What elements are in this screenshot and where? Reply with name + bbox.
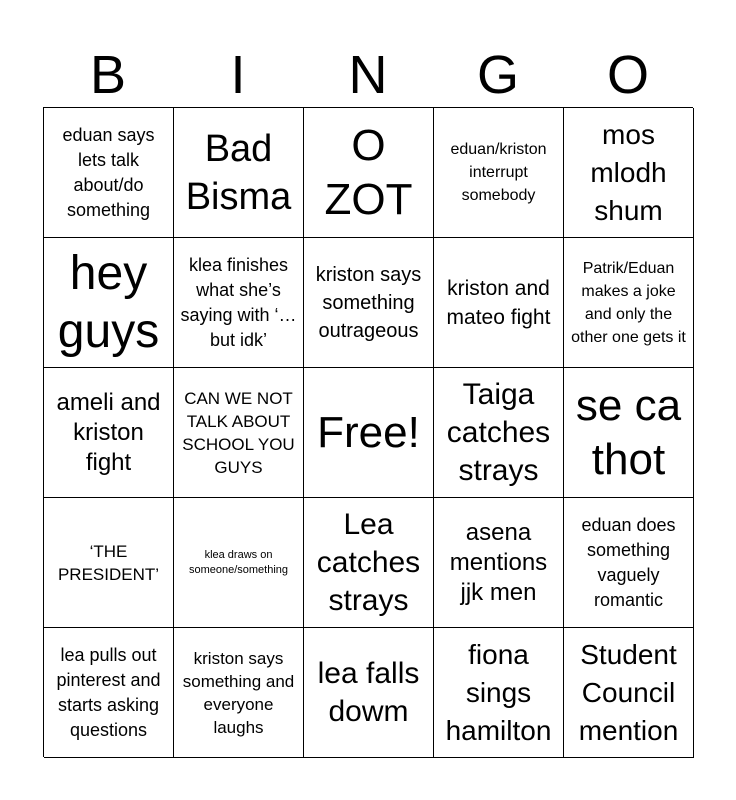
cell-text: klea finishes what she’s saying with ‘…but idk’ bbox=[180, 254, 297, 350]
cell-text: Free! bbox=[317, 407, 420, 457]
bingo-cell[interactable] bbox=[174, 498, 304, 628]
cell-text: kriston says something and everyone laughs bbox=[182, 648, 295, 737]
bingo-cell[interactable] bbox=[564, 238, 694, 368]
bingo-cell[interactable] bbox=[44, 108, 174, 238]
cell-text: ameli and kriston fight bbox=[56, 388, 161, 476]
cell-text: O ZOT bbox=[324, 120, 413, 224]
cell-text: Taiga catches strays bbox=[446, 377, 551, 487]
bingo-cell[interactable] bbox=[304, 498, 434, 628]
cell-text: kriston and mateo fight bbox=[446, 276, 551, 329]
cell-text: mos mlodh shum bbox=[590, 118, 667, 226]
bingo-cell[interactable] bbox=[564, 368, 694, 498]
cell-text: asena mentions jjk men bbox=[449, 518, 548, 606]
header-letter-n: N bbox=[348, 45, 388, 105]
cell-text: lea falls dowm bbox=[317, 656, 420, 728]
cell-text: klea draws on someone/something bbox=[188, 548, 289, 576]
bingo-cell[interactable] bbox=[44, 498, 174, 628]
cell-text: eduan does something vaguely romantic bbox=[581, 514, 676, 610]
bingo-cell[interactable] bbox=[564, 628, 694, 758]
cell-text: kriston says something outrageous bbox=[315, 263, 422, 342]
bingo-cell[interactable] bbox=[44, 368, 174, 498]
bingo-cell[interactable] bbox=[434, 628, 564, 758]
bingo-cell[interactable] bbox=[434, 368, 564, 498]
header-letter-o: O bbox=[606, 45, 649, 105]
bingo-cell[interactable] bbox=[174, 368, 304, 498]
cell-text: Patrik/Eduan makes a joke and only the other one gets it bbox=[571, 259, 686, 346]
bingo-cell[interactable] bbox=[564, 498, 694, 628]
bingo-board bbox=[43, 107, 693, 757]
cell-text: Bad Bisma bbox=[185, 127, 292, 218]
header-letter-i: I bbox=[230, 45, 246, 105]
bingo-cell[interactable] bbox=[304, 238, 434, 368]
cell-text: se ca thot bbox=[575, 380, 682, 484]
free-space[interactable] bbox=[304, 368, 434, 498]
bingo-cell[interactable] bbox=[304, 108, 434, 238]
bingo-cell[interactable] bbox=[174, 108, 304, 238]
header-letter-g: G bbox=[476, 45, 519, 105]
bingo-cell[interactable] bbox=[304, 628, 434, 758]
cell-text: eduan says lets talk about/do something bbox=[62, 124, 155, 220]
bingo-cell[interactable] bbox=[434, 498, 564, 628]
bingo-header bbox=[43, 42, 693, 108]
cell-text: ‘THE PRESIDENT’ bbox=[57, 541, 160, 584]
bingo-cell[interactable] bbox=[174, 628, 304, 758]
bingo-cell[interactable] bbox=[44, 628, 174, 758]
cell-text: hey guys bbox=[57, 246, 160, 358]
bingo-cell[interactable] bbox=[434, 108, 564, 238]
bingo-cell[interactable] bbox=[174, 238, 304, 368]
cell-text: Lea catches strays bbox=[316, 507, 421, 617]
cell-text: lea pulls out pinterest and starts asking questions bbox=[56, 644, 161, 740]
cell-text: fiona sings hamilton bbox=[445, 638, 552, 746]
cell-text: CAN WE NOT TALK ABOUT SCHOOL YOU GUYS bbox=[182, 388, 295, 477]
bingo-cell[interactable] bbox=[564, 108, 694, 238]
cell-text: eduan/kriston interrupt somebody bbox=[450, 141, 547, 204]
bingo-cell[interactable] bbox=[44, 238, 174, 368]
bingo-cell[interactable] bbox=[434, 238, 564, 368]
header-letter-b: B bbox=[89, 45, 127, 105]
cell-text: Student Council mention bbox=[578, 638, 679, 746]
